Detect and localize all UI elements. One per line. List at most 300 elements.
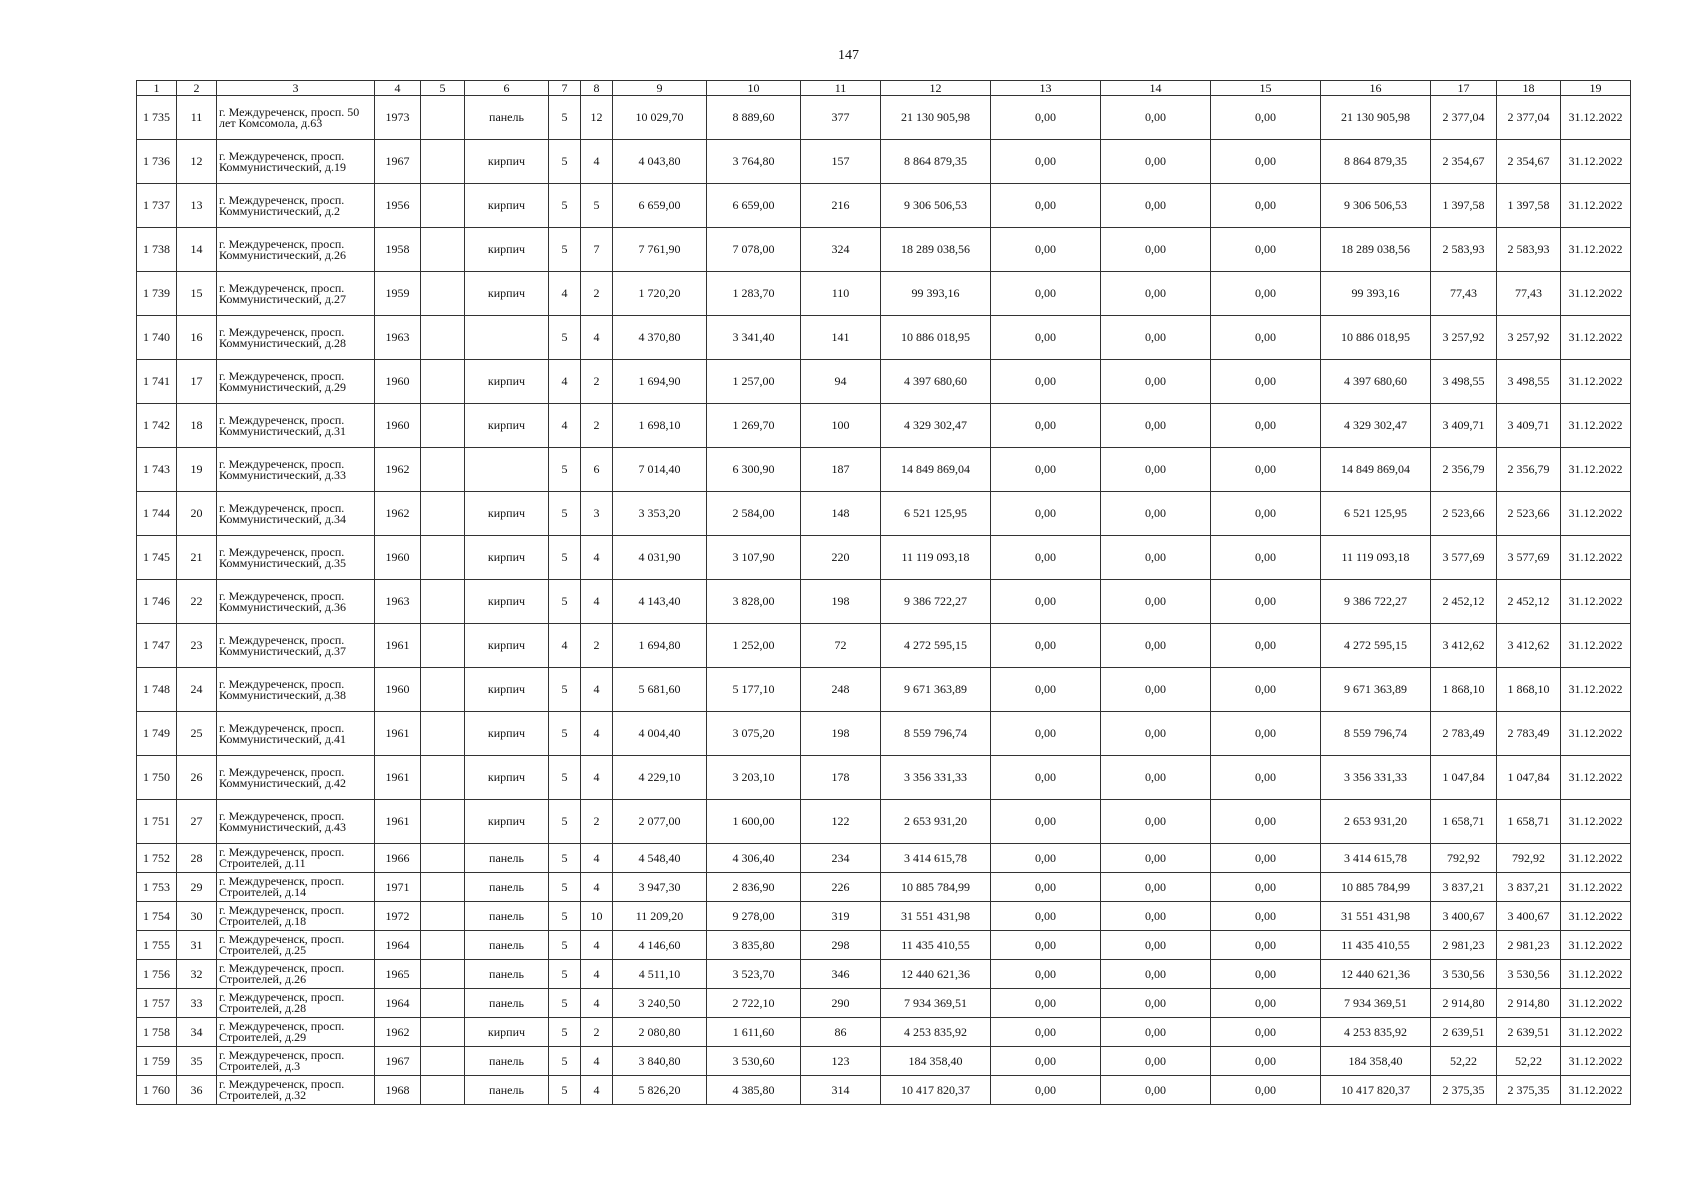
table-cell: 11 209,20 (613, 902, 707, 931)
table-cell: 10 885 784,99 (881, 873, 991, 902)
table-cell (421, 800, 465, 844)
table-cell: 0,00 (1101, 844, 1211, 873)
table-cell: 1 600,00 (707, 800, 801, 844)
table-cell: 7 934 369,51 (881, 989, 991, 1018)
table-cell: 31.12.2022 (1561, 1018, 1631, 1047)
table-cell: 0,00 (1101, 272, 1211, 316)
table-cell: 34 (177, 1018, 217, 1047)
table-cell (421, 873, 465, 902)
table-row (137, 624, 1631, 668)
table-cell: 0,00 (991, 989, 1101, 1018)
table-cell: 3 (581, 492, 613, 536)
column-header: 17 (1431, 81, 1497, 96)
address-cell: г. Междуреченск, просп. Строителей, д.29 (217, 1018, 375, 1047)
address-cell: г. Междуреченск, просп. Коммунистический, д.35 (217, 536, 375, 580)
table-cell: 1 611,60 (707, 1018, 801, 1047)
table-cell: 0,00 (991, 1018, 1101, 1047)
table-cell: 18 (177, 404, 217, 448)
table-cell: 0,00 (991, 931, 1101, 960)
address-cell: г. Междуреченск, просп. Строителей, д.25 (217, 931, 375, 960)
table-cell: 6 (581, 448, 613, 492)
table-cell: 4 548,40 (613, 844, 707, 873)
column-header: 2 (177, 81, 217, 96)
table-cell: 0,00 (1211, 712, 1321, 756)
table-row (137, 756, 1631, 800)
table-cell: 3 530,56 (1497, 960, 1561, 989)
table-cell: 16 (177, 316, 217, 360)
column-header: 10 (707, 81, 801, 96)
table-cell: 3 356 331,33 (1321, 756, 1431, 800)
table-cell: 0,00 (1101, 404, 1211, 448)
table-cell: кирпич (465, 756, 549, 800)
table-cell: 3 530,56 (1431, 960, 1497, 989)
table-cell: 6 300,90 (707, 448, 801, 492)
table-cell: 18 289 038,56 (1321, 228, 1431, 272)
table-cell: 0,00 (991, 580, 1101, 624)
table-cell: 0,00 (991, 873, 1101, 902)
table-row (137, 712, 1631, 756)
address-cell: г. Междуреченск, просп. Коммунистический, д.29 (217, 360, 375, 404)
table-cell: 1 694,90 (613, 360, 707, 404)
address-cell: г. Междуреченск, просп. Коммунистический, д.33 (217, 448, 375, 492)
table-cell: 0,00 (991, 712, 1101, 756)
table-cell: 1 758 (137, 1018, 177, 1047)
table-cell: 5 (549, 712, 581, 756)
table-cell: 5 (549, 492, 581, 536)
table-cell: 3 828,00 (707, 580, 801, 624)
table-cell: 5 (581, 184, 613, 228)
address-cell: г. Междуреченск, просп. Строителей, д.26 (217, 960, 375, 989)
table-row (137, 989, 1631, 1018)
table-cell: 0,00 (991, 228, 1101, 272)
table-cell: 298 (801, 931, 881, 960)
table-cell: 10 886 018,95 (1321, 316, 1431, 360)
table-cell: 0,00 (1211, 931, 1321, 960)
table-cell: 1972 (375, 902, 421, 931)
table-cell: 31.12.2022 (1561, 360, 1631, 404)
table-cell: 31.12.2022 (1561, 1047, 1631, 1076)
table-cell: 0,00 (1101, 800, 1211, 844)
table-cell: 3 947,30 (613, 873, 707, 902)
table-cell: 11 435 410,55 (1321, 931, 1431, 960)
table-row (137, 800, 1631, 844)
table-cell: 31 551 431,98 (1321, 902, 1431, 931)
table-cell: 77,43 (1431, 272, 1497, 316)
table-cell: 10 886 018,95 (881, 316, 991, 360)
table-row (137, 844, 1631, 873)
table-cell: 1 257,00 (707, 360, 801, 404)
column-header: 6 (465, 81, 549, 96)
table-cell: 4 043,80 (613, 140, 707, 184)
table-cell: 5 (549, 989, 581, 1018)
table-cell: 0,00 (1101, 492, 1211, 536)
table-cell: 3 356 331,33 (881, 756, 991, 800)
table-cell (421, 1047, 465, 1076)
table-cell: 1 735 (137, 96, 177, 140)
table-cell: 4 (581, 536, 613, 580)
table-cell: 1963 (375, 316, 421, 360)
table-cell: 7 014,40 (613, 448, 707, 492)
table-cell: 0,00 (991, 184, 1101, 228)
table-cell: кирпич (465, 624, 549, 668)
table-cell: 0,00 (1211, 360, 1321, 404)
table-cell: 20 (177, 492, 217, 536)
table-cell: 3 409,71 (1431, 404, 1497, 448)
address-cell: г. Междуреченск, просп. Строителей, д.11 (217, 844, 375, 873)
table-cell: 0,00 (1101, 140, 1211, 184)
table-cell: 0,00 (991, 902, 1101, 931)
table-cell: 2 722,10 (707, 989, 801, 1018)
table-cell (421, 668, 465, 712)
table-cell: 6 521 125,95 (881, 492, 991, 536)
table-cell: 0,00 (1211, 272, 1321, 316)
table-cell: 31.12.2022 (1561, 873, 1631, 902)
table-cell: 5 (549, 756, 581, 800)
table-cell: 1960 (375, 360, 421, 404)
header-row (137, 81, 1631, 96)
table-cell: 1958 (375, 228, 421, 272)
table-cell (421, 360, 465, 404)
table-cell: 4 (581, 316, 613, 360)
table-cell: 1 741 (137, 360, 177, 404)
table-cell: 28 (177, 844, 217, 873)
table-cell: 31.12.2022 (1561, 989, 1631, 1018)
table-cell: 2 523,66 (1431, 492, 1497, 536)
table-row (137, 902, 1631, 931)
table-body (137, 96, 1631, 1105)
table-row (137, 960, 1631, 989)
table-cell: 8 889,60 (707, 96, 801, 140)
table-cell: 2 914,80 (1497, 989, 1561, 1018)
address-cell: г. Междуреченск, просп. Строителей, д.18 (217, 902, 375, 931)
table-row (137, 448, 1631, 492)
table-cell: 3 341,40 (707, 316, 801, 360)
table-cell (421, 1076, 465, 1105)
table-cell: 4 (581, 931, 613, 960)
table-cell: 0,00 (991, 1047, 1101, 1076)
table-cell: 2 981,23 (1497, 931, 1561, 960)
table-cell: 3 498,55 (1431, 360, 1497, 404)
table-row (137, 360, 1631, 404)
table-cell: 0,00 (991, 960, 1101, 989)
table-cell: 5 (549, 902, 581, 931)
table-cell: 31.12.2022 (1561, 580, 1631, 624)
table-cell: 0,00 (991, 404, 1101, 448)
table-cell: 2 (581, 800, 613, 844)
table-cell: 1 047,84 (1497, 756, 1561, 800)
table-cell (421, 228, 465, 272)
table-cell: 3 498,55 (1497, 360, 1561, 404)
table-cell: 4 (581, 712, 613, 756)
table-cell: 0,00 (1101, 873, 1211, 902)
table-row (137, 1018, 1631, 1047)
table-cell: 5 681,60 (613, 668, 707, 712)
table-cell: панель (465, 96, 549, 140)
table-cell: 220 (801, 536, 881, 580)
table-cell: 12 (177, 140, 217, 184)
table-cell: 26 (177, 756, 217, 800)
table-cell: 0,00 (1211, 536, 1321, 580)
table-cell: 3 400,67 (1497, 902, 1561, 931)
table-cell: 5 (549, 960, 581, 989)
table-cell: 8 864 879,35 (881, 140, 991, 184)
table-cell (421, 184, 465, 228)
table-cell: 4 253 835,92 (1321, 1018, 1431, 1047)
table-cell: 11 (177, 96, 217, 140)
table-cell (421, 989, 465, 1018)
table-cell: кирпич (465, 184, 549, 228)
table-cell: 2 354,67 (1431, 140, 1497, 184)
table-cell: 4 (581, 989, 613, 1018)
table-cell: 346 (801, 960, 881, 989)
table-cell: 5 (549, 873, 581, 902)
column-header: 13 (991, 81, 1101, 96)
table-row (137, 228, 1631, 272)
table-cell: 4 (549, 624, 581, 668)
table-cell: 1 740 (137, 316, 177, 360)
column-header: 12 (881, 81, 991, 96)
table-cell: 31.12.2022 (1561, 184, 1631, 228)
table-cell: 0,00 (1211, 492, 1321, 536)
table-cell: 2 653 931,20 (881, 800, 991, 844)
table-cell: 0,00 (1211, 873, 1321, 902)
table-cell: 4 229,10 (613, 756, 707, 800)
table-cell: 377 (801, 96, 881, 140)
table-cell: 0,00 (1211, 140, 1321, 184)
table-cell: 1 252,00 (707, 624, 801, 668)
table-cell: 4 329 302,47 (881, 404, 991, 448)
table-cell: кирпич (465, 1018, 549, 1047)
table-cell: 226 (801, 873, 881, 902)
table-cell: 2 583,93 (1497, 228, 1561, 272)
table-cell: 3 107,90 (707, 536, 801, 580)
column-header: 4 (375, 81, 421, 96)
address-cell: г. Междуреченск, просп. 50 лет Комсомола, д.63 (217, 96, 375, 140)
address-cell: г. Междуреченск, просп. Строителей, д.28 (217, 989, 375, 1018)
table-cell: 1963 (375, 580, 421, 624)
table-cell: 31.12.2022 (1561, 668, 1631, 712)
table-cell: 9 671 363,89 (1321, 668, 1431, 712)
table-cell: 100 (801, 404, 881, 448)
table-cell: 0,00 (991, 140, 1101, 184)
table-cell: кирпич (465, 580, 549, 624)
table-cell: 3 240,50 (613, 989, 707, 1018)
table-cell: 1 756 (137, 960, 177, 989)
housing-table (136, 80, 1631, 1105)
column-header: 8 (581, 81, 613, 96)
table-cell: 7 934 369,51 (1321, 989, 1431, 1018)
table-cell: 1 736 (137, 140, 177, 184)
table-cell: 5 (549, 668, 581, 712)
address-cell: г. Междуреченск, просп. Коммунистический, д.41 (217, 712, 375, 756)
table-cell: 1 283,70 (707, 272, 801, 316)
table-cell: 15 (177, 272, 217, 316)
table-cell: 1961 (375, 800, 421, 844)
table-cell: 148 (801, 492, 881, 536)
address-cell: г. Междуреченск, просп. Строителей, д.14 (217, 873, 375, 902)
table-cell: 86 (801, 1018, 881, 1047)
table-cell: 3 530,60 (707, 1047, 801, 1076)
table-cell: 1 738 (137, 228, 177, 272)
table-cell: 12 440 621,36 (1321, 960, 1431, 989)
table-cell: 187 (801, 448, 881, 492)
table-row (137, 931, 1631, 960)
column-header: 16 (1321, 81, 1431, 96)
table-cell (421, 272, 465, 316)
table-cell: 4 (581, 1076, 613, 1105)
table-cell: панель (465, 1047, 549, 1076)
table-cell: 31.12.2022 (1561, 492, 1631, 536)
table-cell: 1964 (375, 931, 421, 960)
table-cell: 14 849 869,04 (881, 448, 991, 492)
table-row (137, 1076, 1631, 1105)
table-cell: 2 452,12 (1431, 580, 1497, 624)
table-cell: 0,00 (1101, 931, 1211, 960)
table-cell: 0,00 (1101, 1076, 1211, 1105)
table-cell: 234 (801, 844, 881, 873)
table-cell: 5 (549, 448, 581, 492)
table-cell: 0,00 (1101, 316, 1211, 360)
table-cell: 0,00 (1211, 228, 1321, 272)
table-cell: 10 (581, 902, 613, 931)
table-cell: 31.12.2022 (1561, 712, 1631, 756)
table-cell: 31.12.2022 (1561, 272, 1631, 316)
table-cell: 3 414 615,78 (1321, 844, 1431, 873)
table-cell: 99 393,16 (1321, 272, 1431, 316)
table-row (137, 272, 1631, 316)
address-cell: г. Междуреченск, просп. Коммунистический, д.19 (217, 140, 375, 184)
table-cell: 5 (549, 184, 581, 228)
table-cell: 5 (549, 1076, 581, 1105)
table-row (137, 140, 1631, 184)
table-cell: 2 653 931,20 (1321, 800, 1431, 844)
table-cell: 2 375,35 (1431, 1076, 1497, 1105)
table-cell: 1 742 (137, 404, 177, 448)
table-cell: кирпич (465, 140, 549, 184)
address-cell: г. Междуреченск, просп. Коммунистический, д.36 (217, 580, 375, 624)
table-cell: 0,00 (1101, 448, 1211, 492)
table-row (137, 668, 1631, 712)
table-row (137, 873, 1631, 902)
table-cell: 21 130 905,98 (1321, 96, 1431, 140)
table-cell: 5 (549, 844, 581, 873)
table-cell: кирпич (465, 404, 549, 448)
table-cell: 2 836,90 (707, 873, 801, 902)
table-cell: 0,00 (991, 624, 1101, 668)
table-cell: 0,00 (991, 536, 1101, 580)
table-cell: 6 521 125,95 (1321, 492, 1431, 536)
table-cell (421, 492, 465, 536)
table-cell: 1 397,58 (1431, 184, 1497, 228)
table-cell: 3 075,20 (707, 712, 801, 756)
table-cell (421, 624, 465, 668)
table-cell: 2 375,35 (1497, 1076, 1561, 1105)
table-cell: 3 577,69 (1497, 536, 1561, 580)
table-cell: 0,00 (991, 800, 1101, 844)
table-cell: 2 077,00 (613, 800, 707, 844)
table-cell: 5 (549, 580, 581, 624)
table-cell (421, 536, 465, 580)
address-cell: г. Междуреченск, просп. Коммунистический, д.43 (217, 800, 375, 844)
table-cell: 319 (801, 902, 881, 931)
table-cell: 11 119 093,18 (1321, 536, 1431, 580)
table-cell: 1 746 (137, 580, 177, 624)
table-cell: 1 737 (137, 184, 177, 228)
table-cell: 0,00 (1211, 316, 1321, 360)
address-cell: г. Междуреченск, просп. Коммунистический, д.38 (217, 668, 375, 712)
column-header: 15 (1211, 81, 1321, 96)
table-cell: 8 864 879,35 (1321, 140, 1431, 184)
table-row (137, 96, 1631, 140)
table-cell: 0,00 (1211, 668, 1321, 712)
table-cell: 0,00 (1101, 96, 1211, 140)
table-cell: 1962 (375, 492, 421, 536)
table-cell: 198 (801, 580, 881, 624)
table-cell (465, 448, 549, 492)
table-cell: 1 269,70 (707, 404, 801, 448)
table-cell: 4 146,60 (613, 931, 707, 960)
table-cell: 9 386 722,27 (881, 580, 991, 624)
column-header: 11 (801, 81, 881, 96)
table-cell: 30 (177, 902, 217, 931)
table-cell: 1 754 (137, 902, 177, 931)
table-cell: 31.12.2022 (1561, 756, 1631, 800)
table-cell: 0,00 (991, 316, 1101, 360)
table-cell: 0,00 (1101, 902, 1211, 931)
table-cell: 1 747 (137, 624, 177, 668)
table-row (137, 184, 1631, 228)
table-cell: 141 (801, 316, 881, 360)
table-cell: 31.12.2022 (1561, 536, 1631, 580)
table-cell: 4 397 680,60 (1321, 360, 1431, 404)
table-cell: 792,92 (1431, 844, 1497, 873)
table-cell: 2 914,80 (1431, 989, 1497, 1018)
table-cell: 1961 (375, 756, 421, 800)
table-cell: 4 031,90 (613, 536, 707, 580)
table-cell: 4 (581, 1047, 613, 1076)
table-cell: 31.12.2022 (1561, 96, 1631, 140)
address-cell: г. Междуреченск, просп. Коммунистический, д.27 (217, 272, 375, 316)
table-cell: 31 (177, 931, 217, 960)
table-cell: 1 759 (137, 1047, 177, 1076)
table-cell: 1 748 (137, 668, 177, 712)
table-cell: 9 306 506,53 (881, 184, 991, 228)
table-cell: 0,00 (991, 96, 1101, 140)
table-cell: 1 694,80 (613, 624, 707, 668)
table-cell: 2 354,67 (1497, 140, 1561, 184)
table-cell (465, 316, 549, 360)
table-cell: кирпич (465, 492, 549, 536)
table-cell: 31.12.2022 (1561, 624, 1631, 668)
table-cell: 31.12.2022 (1561, 960, 1631, 989)
table-cell: 52,22 (1497, 1047, 1561, 1076)
table-cell: 3 412,62 (1431, 624, 1497, 668)
table-cell: 1 751 (137, 800, 177, 844)
table-cell: 5 826,20 (613, 1076, 707, 1105)
table-cell: 216 (801, 184, 881, 228)
table-cell: 4 253 835,92 (881, 1018, 991, 1047)
table-cell: 10 417 820,37 (881, 1076, 991, 1105)
table-cell: 32 (177, 960, 217, 989)
table-cell (421, 448, 465, 492)
table-cell: 0,00 (1101, 1018, 1211, 1047)
table-cell: 2 452,12 (1497, 580, 1561, 624)
table-cell: 6 659,00 (613, 184, 707, 228)
table-cell: 2 981,23 (1431, 931, 1497, 960)
table-cell: 5 (549, 316, 581, 360)
table-cell: 3 764,80 (707, 140, 801, 184)
table-cell: 0,00 (1211, 448, 1321, 492)
